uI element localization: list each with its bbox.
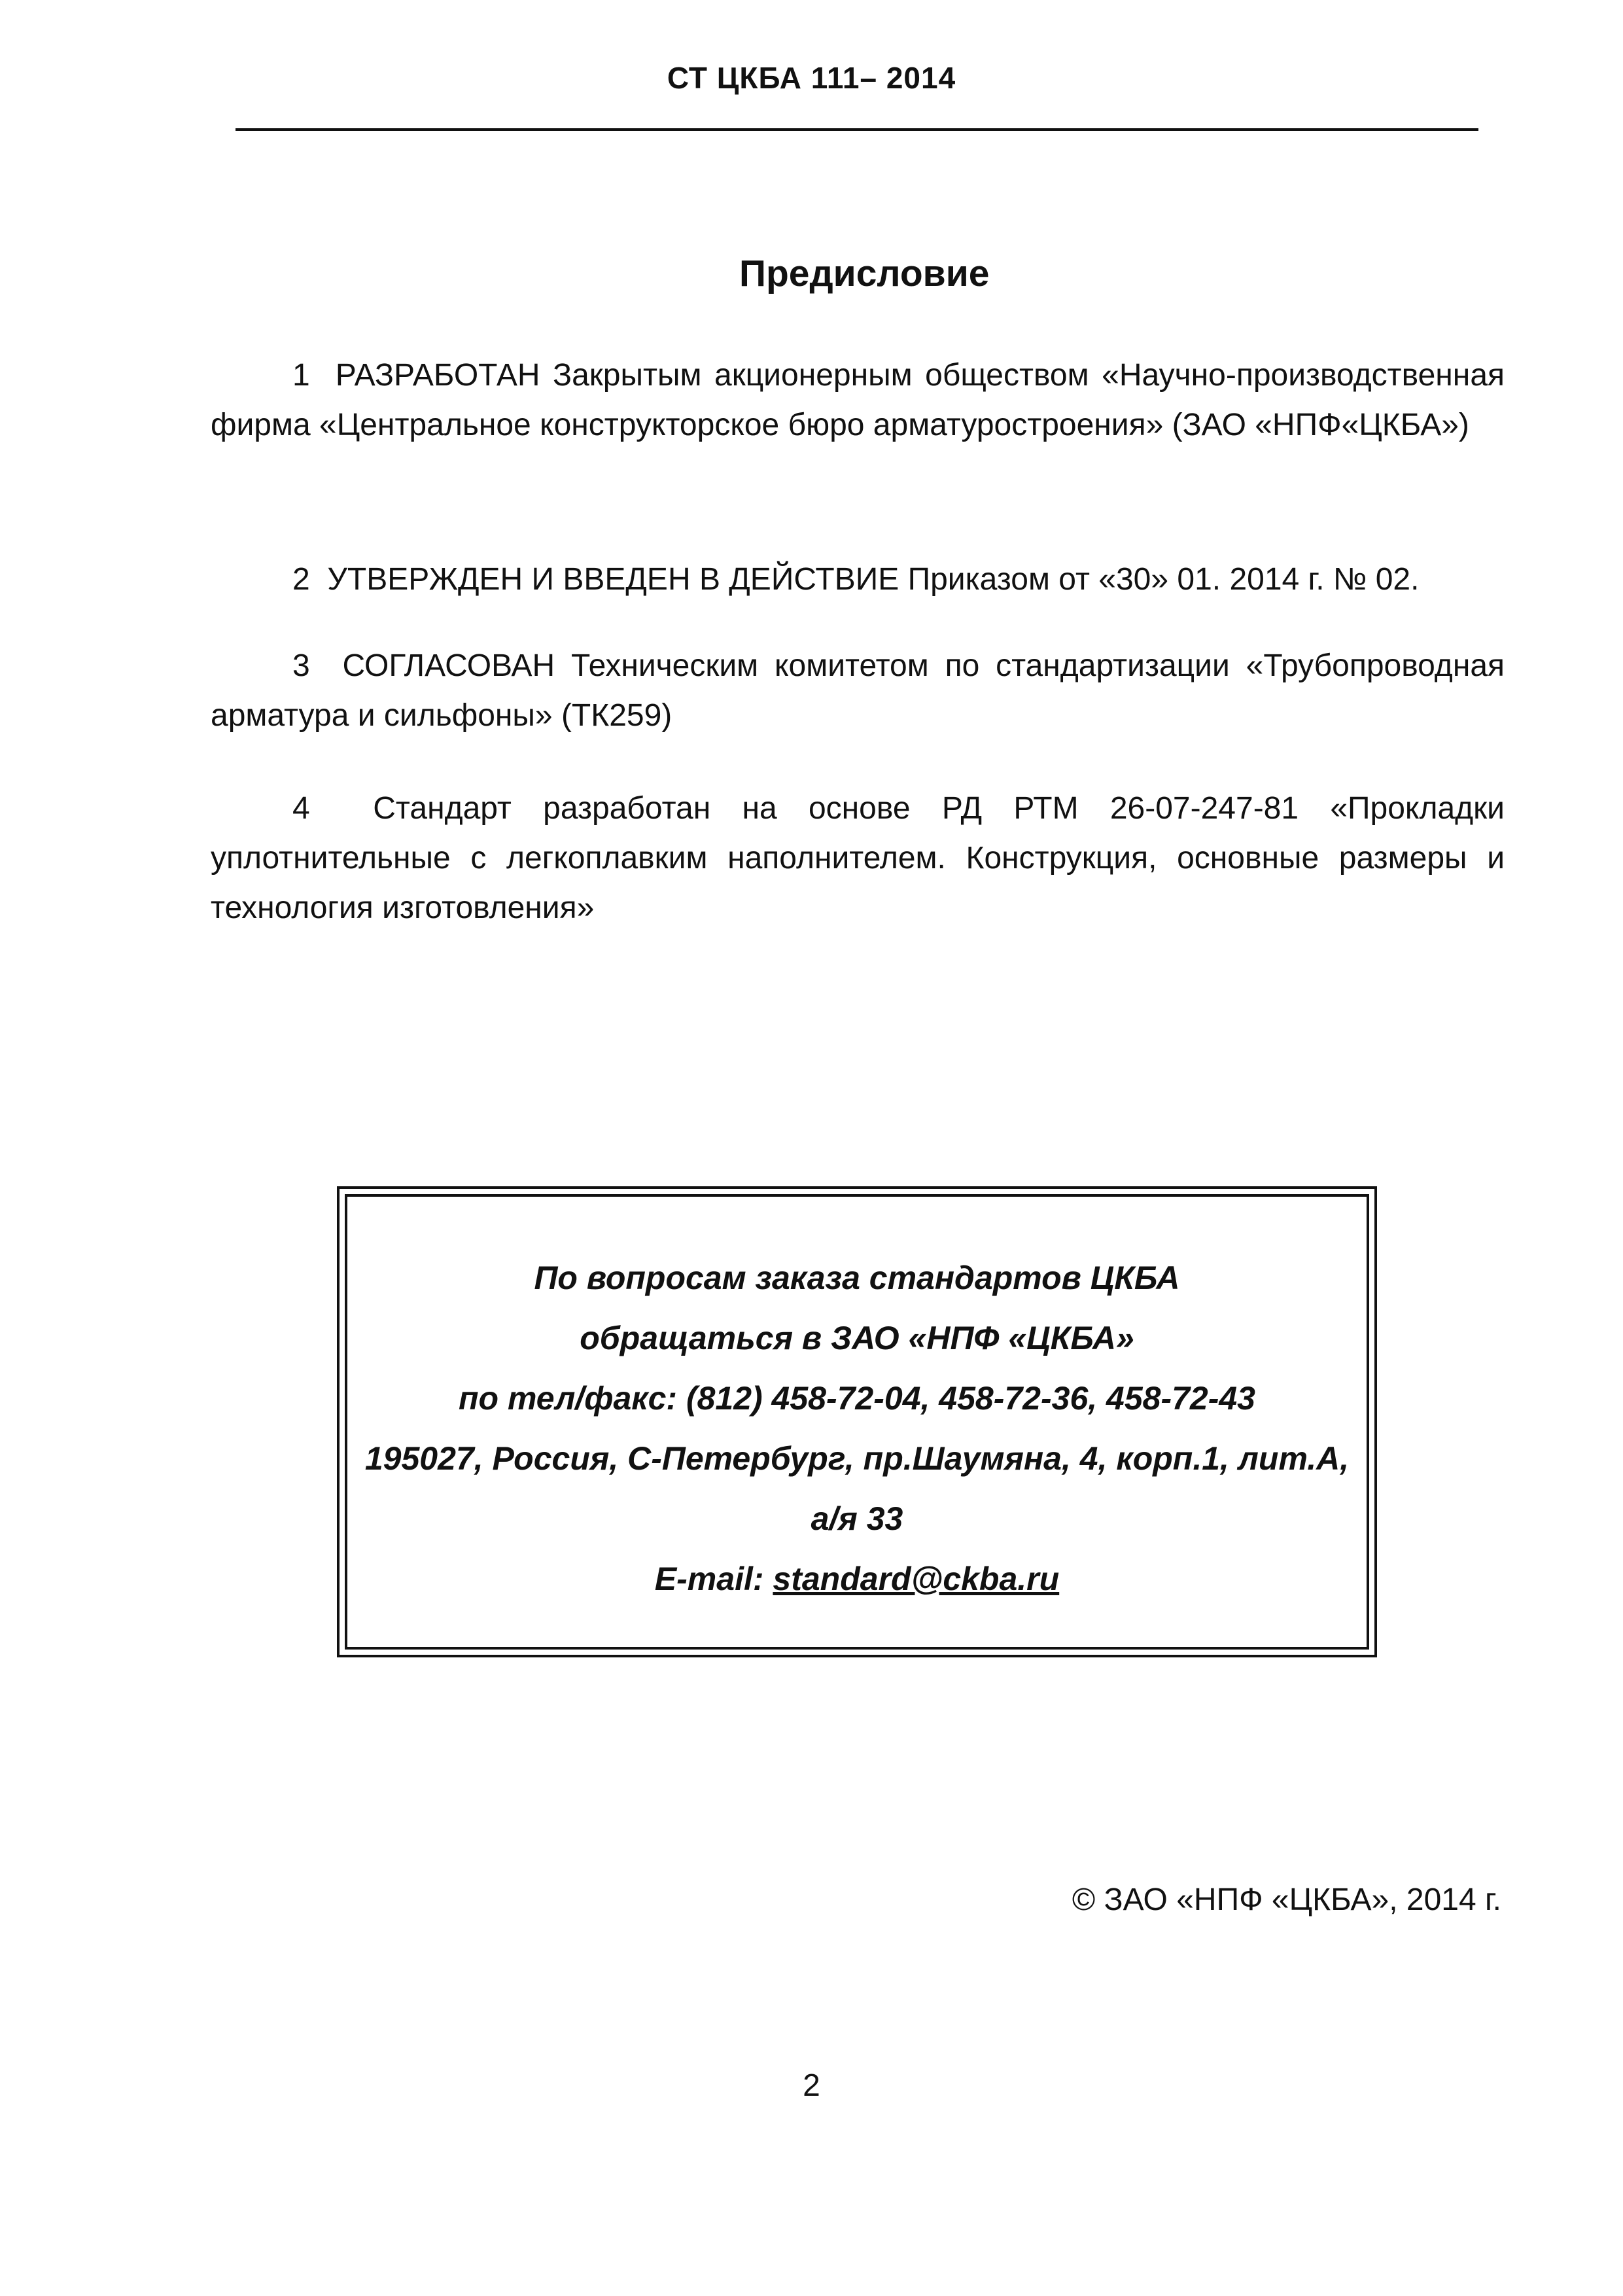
foreword-item-text: Стандарт разработан на основе РД РТМ 26-07-247-81 «Прокладки уплотнительные с легкоплавким наполнителем. Конструкция, основные размеры и технология изготовления» xyxy=(211,791,1505,925)
page-title: Предисловие xyxy=(739,253,990,294)
contact-line-order-questions: По вопросам заказа стандартов ЦКБА xyxy=(534,1260,1180,1296)
email-label: E-mail: xyxy=(654,1561,764,1597)
copyright-notice: © ЗАО «НПФ «ЦКБА», 2014 г. xyxy=(1072,1882,1501,1917)
foreword-item-1 xyxy=(211,351,1505,450)
contact-info-inner-frame xyxy=(345,1194,1369,1650)
foreword-item-number: 2 xyxy=(292,562,310,597)
contact-line-company: обращаться в ЗАО «НПФ «ЦКБА» xyxy=(580,1320,1134,1356)
foreword-item-3 xyxy=(211,641,1505,741)
foreword-item-text: УТВЕРЖДЕН И ВВЕДЕН В ДЕЙСТВИЕ Приказом от «30» 01. 2014 г. № 02. xyxy=(327,562,1420,597)
foreword-item-text: РАЗРАБОТАН Закрытым акционерным обществом «Научно-производственная фирма «Центральное конструкторское бюро арматуростроения» (ЗАО «НПФ«ЦКБА») xyxy=(211,358,1505,442)
page-number: 2 xyxy=(803,2068,820,2103)
foreword-item-2 xyxy=(211,555,1505,605)
foreword-item-number: 4 xyxy=(292,791,310,826)
contact-line-email xyxy=(347,1549,1367,1609)
header-divider xyxy=(236,128,1478,131)
contact-line-address: 195027, Россия, С-Петербург, пр.Шаумяна, 4, корп.1, лит.А, xyxy=(364,1440,1350,1477)
foreword-item-4 xyxy=(211,784,1505,933)
contact-line-phone-fax: по тел/факс: (812) 458-72-04, 458-72-36, 458-72-43 xyxy=(459,1380,1255,1417)
document-code-header: СТ ЦКБА 111– 2014 xyxy=(667,61,956,95)
contact-line-po-box: а/я 33 xyxy=(811,1500,903,1537)
foreword-item-text: СОГЛАСОВАН Техническим комитетом по стандартизации «Трубопроводная арматура и сильфоны» (ТК259) xyxy=(211,648,1505,733)
foreword-item-number: 1 xyxy=(292,358,310,393)
email-link[interactable]: standard@ckba.ru xyxy=(773,1561,1060,1597)
foreword-item-number: 3 xyxy=(292,648,310,683)
contact-info-box xyxy=(337,1186,1377,1657)
